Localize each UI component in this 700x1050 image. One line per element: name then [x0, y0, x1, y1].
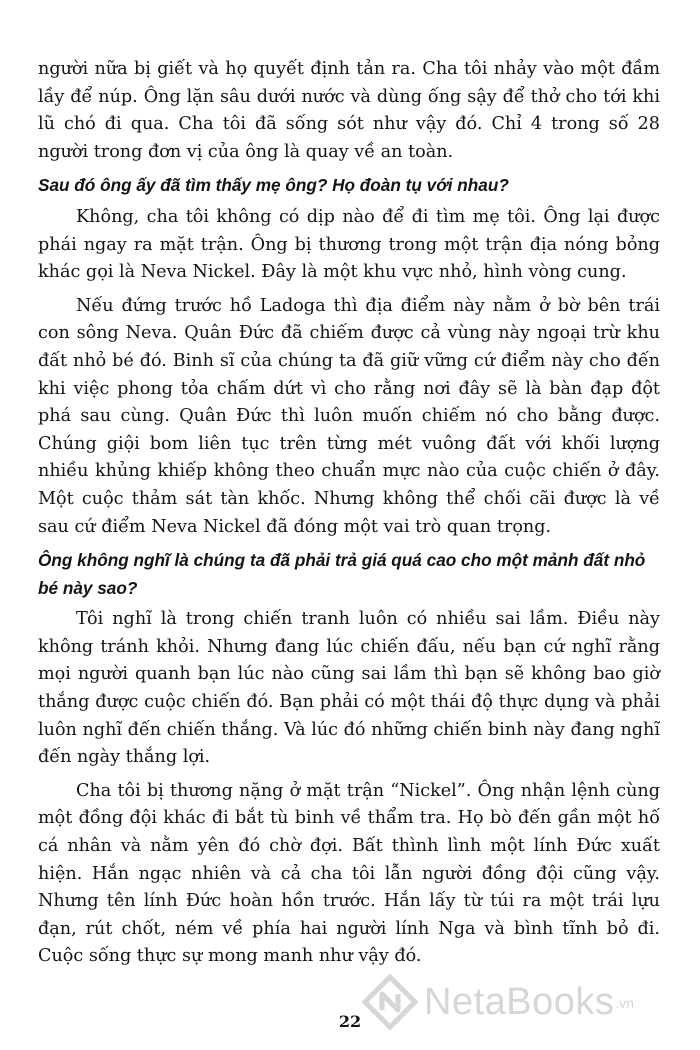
watermark-brand: NetaBooks [424, 981, 615, 1023]
paragraph-2: Không, cha tôi không có dịp nào để đi tìm mẹ tôi. Ông lại được phái ngay ra mặt trận. Ông bị thương trong một trận địa nóng bỏng khác gọi là Neva Nickel. Đây là một khu vực nhỏ, hình vòng cung. [38, 206, 660, 283]
paragraph-1: người nữa bị giết và họ quyết định tản ra. Cha tôi nhảy vào một đầm lầy để núp. Ông lặn sâu dưới nước và dùng ống sậy để thở cho tới khi lũ chó đi qua. Cha tôi đã sống sót như vậy đó. Chỉ 4 trong số 28 người trong đơn vị của ông là quay về an toàn. [38, 59, 660, 162]
page-number: 22 [338, 1012, 362, 1031]
interview-question-1: Sau đó ông ấy đã tìm thấy mẹ ông? Họ đoàn tụ với nhau? [38, 175, 509, 196]
paragraph-4: Tôi nghĩ là trong chiến tranh luôn có nhiều sai lầm. Điều này không tránh khỏi. Nhưng đang lúc chiến đấu, nếu bạn cứ nghĩ rằng mọi người quanh bạn lúc nào cũng sai lầm thì bạn sẽ không bao giờ thắng được cuộc chiến đó. Bạn phải có một thái độ thực dụng và phải luôn nghĩ đến chiến thắng. Và lúc đó những chiến binh này đang nghĩ đến ngày thắng lợi. [38, 609, 660, 768]
watermark-suffix: .vn [615, 995, 635, 1012]
paragraph-5: Cha tôi bị thương nặng ở mặt trận “Nickel”. Ông nhận lệnh cùng một đồng đội khác đi bắt tù binh về thẩm tra. Họ bò đến gần một hố cá nhân và nằm yên đó chờ đợi. Bất thình lình một lính Đức xuất hiện. Hắn ngạc nhiên và cả cha tôi lẫn người đồng đội cũng vậy. Nhưng tên lính Đức hoàn hồn trước. Hắn lấy từ túi ra một trái lựu đạn, rút chốt, ném về phía hai người lính Nga và bình tĩnh bỏ đi. Cuộc sống thực sự mong manh như vậy đó. [38, 780, 660, 967]
paragraph-3: Nếu đứng trước hồ Ladoga thì địa điểm này nằm ở bờ bên trái con sông Neva. Quân Đức đã chiếm được cả vùng này ngoại trừ khu đất nhỏ bé đó. Binh sĩ của chúng ta đã giữ vững cứ điểm này cho đến khi việc phong tỏa chấm dứt vì cho rằng nơi đây sẽ là bàn đạp đột phá sau cùng. Quân Đức thì luôn muốn chiếm nó cho bằng được. Chúng giội bom liên tục trên từng mét vuông đất với khối lượng nhiều khủng khiếp không theo chuẩn mực nào của cuộc chiến ở đây. Một cuộc thảm sát tàn khốc. Nhưng không thể chối cãi được là về sau cứ điểm Neva Nickel đã đóng một vai trò quan trọng. [38, 295, 660, 537]
interview-question-2: Ông không nghĩ là chúng ta đã phải trả giá quá cao cho một mảnh đất nhỏ bé này sao? [38, 550, 646, 598]
watermark [362, 972, 692, 1032]
netabooks-logo-icon [362, 974, 418, 1030]
